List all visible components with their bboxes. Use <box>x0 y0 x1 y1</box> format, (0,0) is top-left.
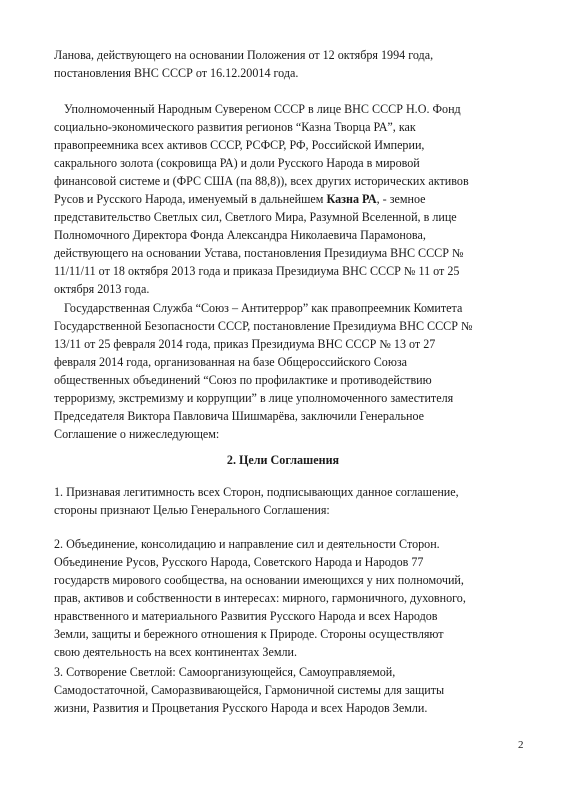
party-short-name: Казна РА <box>326 192 377 206</box>
text-line <box>54 190 524 208</box>
text-line: стороны признают Целью Генерального Соглашения: <box>54 503 330 517</box>
party-soyuz-paragraph <box>54 299 524 443</box>
text-line: социально-экономического развития регионов “Казна Творца РА”, как <box>54 120 416 134</box>
list-item <box>54 483 524 519</box>
list-item <box>54 535 524 661</box>
text-line: Соглашение о нижеследующем: <box>54 427 220 441</box>
text-line: Государственная Служба “Союз – Антитеррор” как правопреемник Комитета <box>64 301 463 315</box>
text-line: Председателя Виктора Павловича Шишмарёва, заключили Генеральное <box>54 409 425 423</box>
text-line: Земли, защиты и бережного отношения к Природе. Стороны осуществляют <box>54 627 444 641</box>
list-item <box>54 663 524 717</box>
text-line: Самодостаточной, Саморазвивающейся, Гармоничной системы для защиты <box>54 683 445 697</box>
text-line: Уполномоченный Народным Сувереном СССР в лице ВНС СССР Н.О. Фонд <box>64 102 461 116</box>
text-line: Полномочного Директора Фонда Александра Николаевича Парамонова, <box>54 228 426 242</box>
text-line: 13/11 от 25 февраля 2014 года, приказ Президиума ВНС СССР № 13 от 27 <box>54 337 436 351</box>
text-line: жизни, Развития и Процветания Русского Народа и всех Народов Земли. <box>54 701 428 715</box>
text-line: 1. Признавая легитимность всех Сторон, подписывающих данное соглашение, <box>54 485 459 499</box>
text-line: Объединение Русов, Русского Народа, Советского Народа и Народов 77 <box>54 555 424 569</box>
text-line: государств мирового сообщества, на основании имеющихся у них полномочий, <box>54 573 464 587</box>
text-line: февраля 2014 года, организованная на базе Общероссийского Союза <box>54 355 408 369</box>
text-line: Государственной Безопасности СССР, постановление Президиума ВНС СССР № <box>54 319 473 333</box>
section-heading: 2. Цели Соглашения <box>226 453 340 467</box>
text-line: представительство Светлых сил, Светлого Мира, Разумной Вселенной, в лице <box>54 210 457 224</box>
text-segment: Русов и Русского Народа, именуемый в дальнейшем <box>54 192 327 206</box>
text-line: 2. Объединение, консолидацию и направление сил и деятельности Сторон. <box>54 537 440 551</box>
text-line: свою деятельность на всех континентах Земли. <box>54 645 298 659</box>
text-line: постановления ВНС СССР от 16.12.20014 года. <box>54 66 299 80</box>
text-line: сакрального золота (сокровища РА) и доли Русского Народа в мировой <box>54 156 420 170</box>
text-line: Ланова, действующего на основании Положения от 12 октября 1994 года, <box>54 48 434 62</box>
text-line: прав, активов и собственности в интересах: мирного, гармоничного, духовного, <box>54 591 466 605</box>
text-line: нравственного и материального Развития Русского Народа и всех Народов <box>54 609 438 623</box>
text-line: действующего на основании Устава, постановления Президиума ВНС СССР № <box>54 246 464 260</box>
text-line: правопреемника всех активов СССР, РСФСР, РФ, Российской Империи, <box>54 138 425 152</box>
page-number: 2 <box>518 739 524 751</box>
text-line: общественных объединений “Союз по профилактике и противодействию <box>54 373 432 387</box>
party-kazna-paragraph <box>54 100 524 298</box>
text-line: финансовой системе и (ФРС США (па 88,8)), всех других исторических активов <box>54 174 469 188</box>
text-line: терроризму, экстремизму и коррупции” в лице уполномоченного заместителя <box>54 391 454 405</box>
text-line: 11/11/11 от 18 октября 2013 года и приказа Президиума ВНС СССР № 11 от 25 <box>54 264 460 278</box>
text-segment: , - земное <box>376 192 426 206</box>
intro-paragraph <box>54 46 524 82</box>
text-line: 3. Сотворение Светлой: Самоорганизующейся, Самоуправляемой, <box>54 665 396 679</box>
text-line: октября 2013 года. <box>54 282 150 296</box>
